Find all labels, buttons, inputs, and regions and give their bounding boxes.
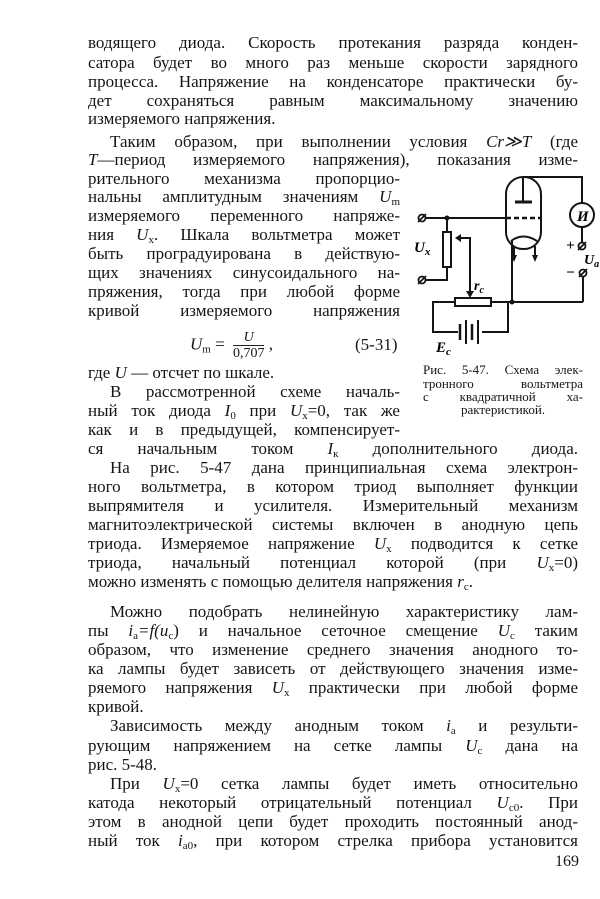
text-line: ся начальным током $I_к$ дополнительного диода. (88, 439, 578, 460)
text-line: кривой измеряемого напряжения (88, 301, 400, 320)
text-line: пряжения, тогда при любой форме (88, 282, 400, 301)
text-line: Можно подобрать нелинейную характеристику лам- (110, 602, 578, 621)
text-line: В рассмотренной схеме началь- (110, 382, 400, 401)
ec-label: $E_c$ (436, 340, 451, 358)
text-line: катода некоторый отрицательный потенциал $U_{c0}$. При (88, 793, 578, 814)
text-line: кривой. (88, 697, 144, 716)
text-line: рис. 5-48. (88, 755, 158, 774)
text-line: триода. Измеряемое напряжение $U_x$ подводится к сетке (88, 534, 578, 555)
text-line: этом в анодной цепи будет проходить постоянный анод- (88, 812, 578, 831)
rc-divider-resistor-icon (455, 298, 491, 306)
text-line: сатора будет во много раз меньше скорости зарядного (88, 53, 578, 72)
text-line: где U — отсчет по шкале. (88, 363, 275, 382)
figure-caption: рактеристикой. (460, 402, 546, 417)
text-line: образом, что изменение среднего значения анодного то- (88, 640, 578, 659)
text-line: рующим напряжением на сетке лампы $U_c$ дана на (88, 736, 579, 757)
text-line: ка лампы будет зависеть от действующего значения изме- (88, 659, 578, 678)
figure-caption: с квадратичной ха- (423, 389, 583, 404)
text-line: T—период измеряемого напряжения), показания изме- (88, 150, 578, 169)
figure-caption: Рис. 5-47. Схема элек- (423, 362, 583, 377)
text-line: На рис. 5-47 дана принципиальная схема электрон- (110, 458, 578, 477)
equation: $U_m$ = $\frac{U}{0,707}$ , (190, 330, 273, 361)
text-line: водящего диода. Скорость протекания разряда конден- (88, 33, 578, 52)
ux-label: $U_x$ (414, 240, 431, 258)
text-line: как и в предыдущей, компенсирует- (88, 420, 400, 439)
page-number: 169 (555, 853, 579, 870)
ua-label: $U_a$ (584, 253, 600, 270)
rc-label: $r_c$ (474, 279, 484, 296)
plus-label: + (566, 238, 575, 254)
text-line: процесса. Напряжение на конденсаторе практически бу- (88, 72, 578, 91)
text-line: быть проградуирована в действую- (88, 244, 400, 263)
text-line: При $U_x=0$ сетка лампы будет иметь относительно (110, 774, 579, 795)
text-line: ния $U_x$. Шкала вольтметра может (88, 225, 400, 246)
text-line: триода, начальный потенциал которой (при $U_x=0$) (88, 553, 578, 574)
equation-number: (5-31) (355, 335, 398, 354)
text-line: ный ток $i_{a0}$, при котором стрелка прибора установится (88, 831, 578, 852)
text-line: щих значениях синусоидального на- (88, 263, 400, 282)
text-line: нальны амплитудным значениям $U_m$ (88, 187, 400, 208)
figure-caption: тронного вольтметра (423, 376, 583, 391)
text-line: измеряемого напряжения. (88, 109, 276, 128)
text-line: можно изменять с помощью делителя напряжения $r_c$. (88, 572, 474, 593)
text-line: Зависимость между анодным током $i_a$ и результи- (110, 716, 578, 737)
input-resistor-icon (443, 232, 451, 267)
text-line: выпрямителя и усилителя. Измерительный механизм (88, 496, 578, 515)
text-line: магнитоэлектрической системы включен в анодную цепь (88, 515, 578, 534)
text-line: пы $i_a=f(u_c)$ и начальное сеточное смещение $U_c$ таким (88, 621, 578, 642)
text-line: дет сохраняться равным максимальному значению (88, 91, 578, 110)
meter-label: И (577, 209, 589, 225)
text-line: ряемого напряжения $U_x$ практически при любой форме (88, 678, 578, 699)
minus-label: − (566, 265, 576, 281)
text-line: рительного механизма пропорцио- (88, 169, 400, 188)
text-line: ный ток диода $I_0$ при $U_x=0$, так же (88, 401, 400, 422)
text-line: измеряемого переменного напряже- (88, 206, 400, 225)
text-line: ного вольтметра, в котором триод выполняет функции (88, 477, 578, 496)
text-line: Таким образом, при выполнении условия Cr≫T (где (110, 132, 579, 151)
